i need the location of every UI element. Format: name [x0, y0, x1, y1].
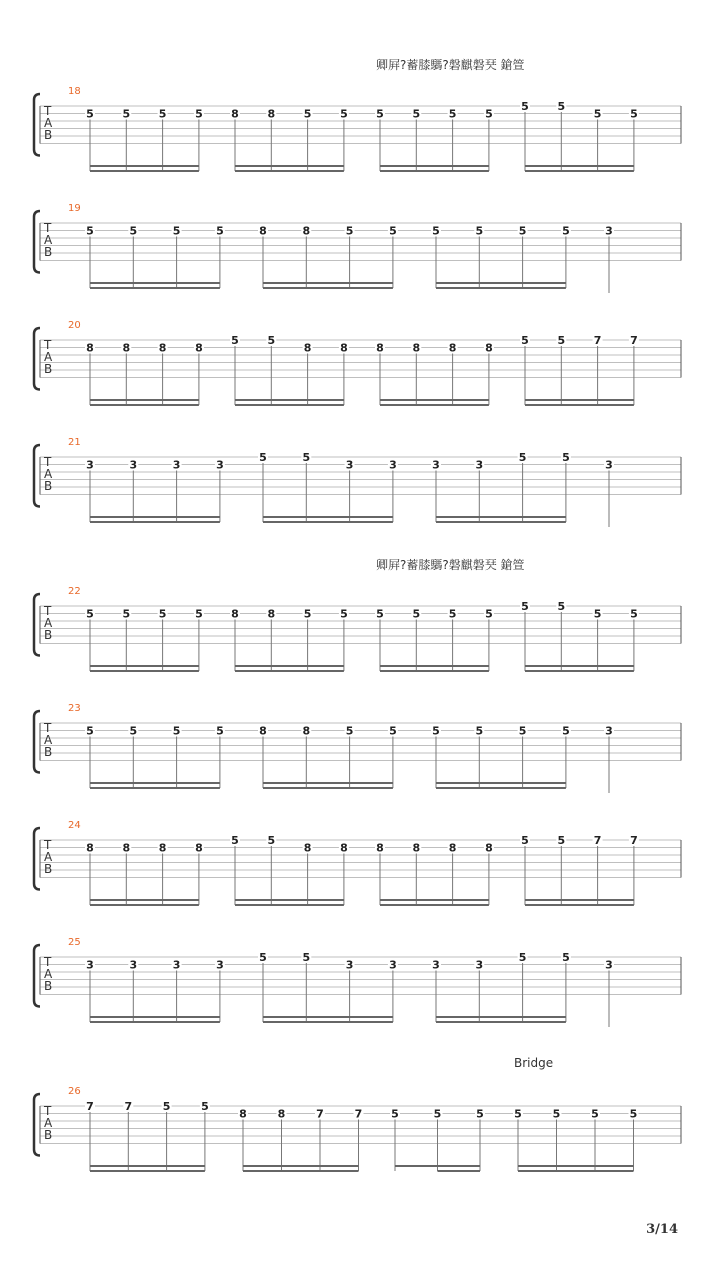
fret-number: 5 [302, 451, 311, 464]
fret-number: 7 [630, 834, 638, 847]
tab-system [0, 80, 720, 180]
fret-number: 8 [485, 841, 493, 855]
fret-number: 5 [340, 107, 348, 121]
fret-number: 7 [86, 1100, 94, 1113]
fret-number: 5 [562, 451, 570, 464]
fret-number: 5 [412, 607, 421, 621]
tab-system [0, 314, 720, 414]
tab-system [0, 814, 720, 914]
tab-clef-a: A [44, 850, 53, 864]
tab-clef-a: A [44, 116, 53, 130]
fret-number: 5 [122, 607, 131, 621]
tab-clef-b: B [44, 628, 53, 642]
tab-clef-a: A [44, 350, 53, 364]
fret-number: 5 [86, 724, 94, 738]
section-label-bridge: Bridge [514, 1056, 554, 1070]
fret-number: 8 [302, 724, 311, 738]
fret-number: 5 [86, 224, 94, 238]
fret-number: 8 [158, 841, 167, 855]
fret-number: 5 [448, 107, 457, 121]
fret-number: 8 [231, 107, 239, 121]
fret-number: 8 [412, 341, 421, 355]
tab-clef-b: B [44, 862, 53, 876]
fret-number: 5 [302, 951, 311, 964]
fret-number: 7 [354, 1107, 363, 1121]
fret-number: 5 [129, 224, 138, 238]
fret-number: 8 [122, 341, 131, 355]
measure-number: 22 [68, 586, 81, 597]
fret-number: 3 [389, 458, 397, 472]
fret-number: 5 [476, 1107, 484, 1121]
fret-number: 5 [562, 224, 570, 238]
fret-number: 5 [129, 724, 138, 738]
fret-number: 3 [86, 458, 94, 472]
fret-number: 7 [630, 334, 638, 347]
fret-number: 8 [231, 607, 239, 621]
fret-number: 3 [345, 958, 354, 972]
fret-number: 8 [277, 1107, 286, 1121]
fret-number: 5 [172, 224, 181, 238]
tab-clef-b: B [44, 979, 53, 993]
tab-system [0, 1080, 720, 1190]
fret-number: 5 [158, 607, 167, 621]
fret-number: 5 [259, 451, 267, 464]
fret-number: 3 [172, 458, 181, 472]
fret-number: 5 [231, 834, 239, 847]
fret-number: 5 [630, 107, 638, 121]
fret-number: 3 [475, 958, 484, 972]
fret-number: 3 [389, 958, 397, 972]
tab-system [0, 931, 720, 1031]
fret-number: 5 [591, 1107, 599, 1121]
fret-number: 5 [475, 224, 484, 238]
fret-number: 8 [267, 107, 276, 121]
fret-number: 5 [557, 334, 566, 347]
tab-clef-t: T [44, 721, 52, 735]
measure-number: 23 [68, 703, 81, 714]
tab-clef-t: T [44, 104, 52, 118]
system-bracket [34, 945, 40, 1007]
fret-number: 3 [216, 458, 224, 472]
fret-number: 5 [485, 607, 493, 621]
fret-number: 5 [518, 724, 527, 738]
system-bracket [34, 828, 40, 890]
fret-number: 8 [340, 841, 348, 855]
tab-clef-b: B [44, 479, 53, 493]
fret-number: 8 [86, 841, 94, 855]
fret-number: 5 [216, 224, 224, 238]
measure-number: 24 [68, 820, 81, 831]
fret-number: 8 [195, 841, 203, 855]
fret-number: 7 [316, 1107, 324, 1121]
fret-number: 5 [521, 834, 529, 847]
fret-number: 5 [389, 224, 397, 238]
fret-number: 7 [593, 334, 602, 347]
tab-system [0, 580, 720, 680]
fret-number: 3 [129, 458, 138, 472]
fret-number: 5 [521, 600, 529, 613]
fret-number: 7 [124, 1100, 133, 1113]
tab-staff [0, 1080, 720, 1190]
system-bracket [34, 711, 40, 773]
tab-clef-b: B [44, 1128, 53, 1142]
fret-number: 3 [216, 958, 224, 972]
fret-number: 5 [172, 724, 181, 738]
fret-number: 5 [412, 107, 421, 121]
fret-number: 8 [259, 224, 267, 238]
measure-number: 21 [68, 437, 81, 448]
tab-staff [0, 931, 720, 1031]
tab-clef-a: A [44, 467, 53, 481]
fret-number: 5 [433, 1107, 442, 1121]
fret-number: 3 [432, 458, 440, 472]
fret-number: 3 [345, 458, 354, 472]
fret-number: 5 [593, 107, 602, 121]
fret-number: 5 [518, 224, 527, 238]
fret-number: 5 [593, 607, 602, 621]
fret-number: 5 [86, 607, 94, 621]
fret-number: 3 [86, 958, 94, 972]
system-bracket [34, 328, 40, 390]
fret-number: 8 [340, 341, 348, 355]
fret-number: 5 [557, 834, 566, 847]
fret-number: 8 [303, 341, 312, 355]
tab-clef-b: B [44, 745, 53, 759]
fret-number: 5 [521, 100, 529, 113]
measure-number: 19 [68, 203, 81, 214]
fret-number: 5 [195, 607, 203, 621]
tab-clef-b: B [44, 362, 53, 376]
fret-number: 5 [122, 107, 131, 121]
fret-number: 8 [376, 841, 384, 855]
tab-clef-t: T [44, 604, 52, 618]
fret-number: 5 [86, 107, 94, 121]
fret-number: 5 [201, 1100, 209, 1113]
tab-staff [0, 814, 720, 914]
fret-number: 5 [303, 107, 312, 121]
fret-number: 3 [432, 958, 440, 972]
fret-number: 5 [629, 1107, 638, 1121]
tab-clef-t: T [44, 338, 52, 352]
fret-number: 8 [122, 841, 131, 855]
fret-number: 5 [514, 1107, 522, 1121]
fret-number: 5 [195, 107, 203, 121]
fret-number: 5 [259, 951, 267, 964]
fret-number: 7 [593, 834, 602, 847]
tab-system [0, 697, 720, 797]
fret-number: 5 [345, 224, 354, 238]
tab-staff [0, 580, 720, 680]
fret-number: 5 [552, 1107, 561, 1121]
measure-number: 25 [68, 937, 81, 948]
tab-clef-a: A [44, 967, 53, 981]
fret-number: 5 [630, 607, 638, 621]
fret-number: 5 [557, 600, 566, 613]
system-bracket [34, 211, 40, 273]
measure-number: 18 [68, 86, 81, 97]
fret-number: 8 [376, 341, 384, 355]
fret-number: 5 [391, 1107, 399, 1121]
fret-number: 8 [412, 841, 421, 855]
fret-number: 5 [521, 334, 529, 347]
fret-number: 8 [86, 341, 94, 355]
fret-number: 3 [172, 958, 181, 972]
fret-number: 5 [267, 334, 276, 347]
tab-system [0, 431, 720, 531]
fret-number: 8 [448, 341, 457, 355]
fret-number: 5 [345, 724, 354, 738]
fret-number: 5 [557, 100, 566, 113]
tab-clef-b: B [44, 245, 53, 259]
system-bracket [34, 1094, 40, 1156]
fret-number: 5 [231, 334, 239, 347]
tab-clef-a: A [44, 733, 53, 747]
fret-number: 3 [605, 724, 613, 738]
section-annotation: 卿屛?蓄膝騳?磐麒磐珡 鎗箮 [376, 558, 525, 572]
fret-number: 3 [475, 458, 484, 472]
fret-number: 8 [259, 724, 267, 738]
tab-clef-a: A [44, 233, 53, 247]
fret-number: 5 [303, 607, 312, 621]
tab-clef-t: T [44, 838, 52, 852]
fret-number: 5 [448, 607, 457, 621]
fret-number: 5 [518, 951, 527, 964]
system-bracket [34, 94, 40, 156]
page-number: 3/14 [646, 1222, 678, 1237]
tab-staff [0, 314, 720, 414]
fret-number: 5 [432, 724, 440, 738]
fret-number: 5 [216, 724, 224, 738]
tab-clef-b: B [44, 128, 53, 142]
fret-number: 8 [195, 341, 203, 355]
tab-clef-t: T [44, 1104, 52, 1118]
fret-number: 5 [485, 107, 493, 121]
fret-number: 5 [432, 224, 440, 238]
fret-number: 5 [389, 724, 397, 738]
tab-staff [0, 697, 720, 797]
tab-staff [0, 431, 720, 531]
fret-number: 3 [605, 958, 613, 972]
fret-number: 5 [376, 607, 384, 621]
tab-system [0, 197, 720, 297]
fret-number: 5 [340, 607, 348, 621]
system-bracket [34, 594, 40, 656]
fret-number: 5 [518, 451, 527, 464]
fret-number: 5 [158, 107, 167, 121]
fret-number: 5 [562, 724, 570, 738]
fret-number: 5 [162, 1100, 171, 1113]
fret-number: 8 [239, 1107, 247, 1121]
fret-number: 3 [605, 458, 613, 472]
tab-clef-t: T [44, 221, 52, 235]
tab-clef-t: T [44, 955, 52, 969]
tab-clef-t: T [44, 455, 52, 469]
fret-number: 5 [562, 951, 570, 964]
fret-number: 8 [303, 841, 312, 855]
fret-number: 3 [129, 958, 138, 972]
tab-clef-a: A [44, 616, 53, 630]
section-annotation: 卿屛?蓄膝騳?磐麒磐珡 鎗箮 [376, 58, 525, 72]
fret-number: 5 [376, 107, 384, 121]
fret-number: 8 [485, 341, 493, 355]
fret-number: 8 [302, 224, 311, 238]
fret-number: 8 [448, 841, 457, 855]
fret-number: 5 [267, 834, 276, 847]
fret-number: 3 [605, 224, 613, 238]
tab-clef-a: A [44, 1116, 53, 1130]
measure-number: 20 [68, 320, 81, 331]
system-bracket [34, 445, 40, 507]
tab-staff [0, 197, 720, 297]
fret-number: 8 [267, 607, 276, 621]
fret-number: 8 [158, 341, 167, 355]
tab-staff [0, 80, 720, 180]
fret-number: 5 [475, 724, 484, 738]
measure-number: 26 [68, 1086, 81, 1097]
